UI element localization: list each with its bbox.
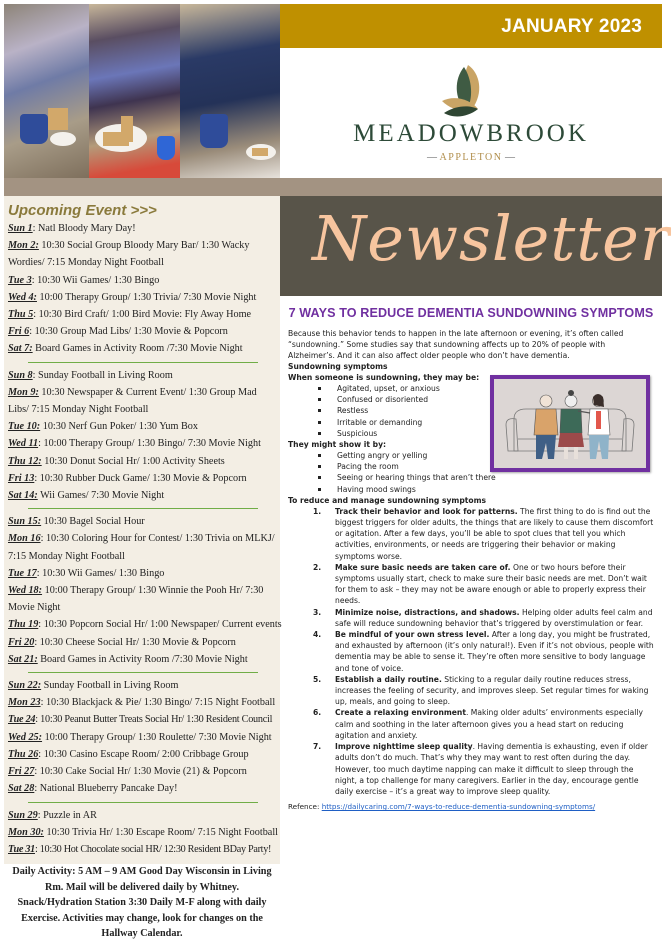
resident-photo-1 [4,4,89,178]
step-item: 7. Improve nighttime sleep quality. Having dementia is exhausting, even if older adults don’t do much. That’s why they may want to rest often during the day. However, too much daytime napping can make it difficult to sleep through the night, a top challenge for many caregivers. Earlier in the day, encourage gentle daily exercise – it’s a great way to improve sleep quality. [313,742,648,796]
manage-heading: To reduce and manage sundowning symptoms [288,495,487,505]
event-row: Tue 31: 10:30 Hot Chocolate social HR/ 12:30 Resident BDay Party! [8,843,272,855]
event-row: Wed 4: 10:00 Therapy Group/ 1:30 Trivia/ 7:30 Movie Night [8,291,257,303]
event-row: Mon 9: 10:30 Newspaper & Current Event/ 1:30 Group Mad Libs/ 7:15 Monday Night Football [8,386,257,416]
caregiver-comforting-icon [494,379,646,468]
step-item: 1. Track their behavior and look for patterns. The first thing to do is find out the biggest triggers for older adults, the things that are likely to cause them discomfort or agitation. After a few days, you’ll be able to spot clues that tell you which activities, environments, or needs are triggering their behavior or making symptoms worse. [313,506,654,561]
reference-link[interactable]: https://dailycaring.com/7-ways-to-reduce-dementia-sundowning-symptoms/ [321,802,596,812]
event-row: Tue 10: 10:30 Nerf Gun Poker/ 1:30 Yum Box [8,421,198,433]
event-row: Mon 23: 10:30 Blackjack & Pie/ 1:30 Bingo/ 7:15 Night Football [8,697,276,709]
event-row: Tue 24: 10:30 Peanut Butter Treats Social Hr/ 1:30 Resident Council [8,714,273,726]
resident-photo-2 [89,4,180,178]
event-row: Sun 22: Sunday Football in Living Room [8,680,179,692]
list-item: Suspicious [318,428,654,439]
event-row: Sat 7: Board Games in Activity Room /7:30 Movie Night [8,343,243,355]
week-4 [8,677,276,797]
event-row: Sun 15: 10:30 Bagel Social Hour [8,516,145,528]
brand-name: MEADOWBROOK [353,120,589,147]
step-item: 5. Establish a daily routine. Sticking to a regular daily routine reduces stress, increases the feeling of security, and improves sleep. Set regular times for waking up, meals, and going to sleep. [313,674,649,707]
week-divider [28,672,258,673]
event-row: Fri 20: 10:30 Cheese Social Hr/ 1:30 Movie & Popcorn [8,636,236,648]
sundowning-illustration [490,375,650,472]
list-item: Agitated, upset, or anxious [318,383,654,394]
issue-month: JANUARY 2023 [501,16,642,37]
event-row: Thu 26: 10:30 Casino Escape Room/ 2:00 Cribbage Group [8,748,249,760]
week-divider [28,508,258,509]
list-item: Restless [318,405,654,416]
steps-list [313,506,654,797]
week-5 [8,807,276,859]
step-item: 2. Make sure basic needs are taken care of. One or two hours before their symptoms usually start, check to make sure their basic needs are met. Don’t wait for them to ask – they may not be aware enough or able to properly express their needs. [313,562,647,606]
event-row: Thu 19: 10:30 Popcorn Social Hr/ 1:00 Newspaper/ Current events [8,619,282,631]
logo [280,48,662,178]
photo-collage [4,4,280,178]
event-row: Sun 8: Sunday Football in Living Room [8,369,173,381]
event-row: Thu 5: 10:30 Bird Craft/ 1:00 Bird Movie: Fly Away Home [8,309,252,321]
upcoming-events-panel [4,196,282,940]
event-row: Tue 3: 10:30 Wii Games/ 1:30 Bingo [8,274,160,286]
step-item: 6. Create a relaxing environment. Making older adults’ environments especially calm and soothing in the later afternoon gives you a head start on reducing agitation and anxiety. [313,708,644,740]
event-row: Wed 11: 10:00 Therapy Group/ 1:30 Bingo/ 7:30 Movie Night [8,438,261,450]
newsletter-title: Newsletter [312,202,671,275]
article-title: 7 WAYS TO REDUCE DEMENTIA SUNDOWNING SYMPTOMS [288,306,654,320]
list-item: Irritable or demanding [318,417,654,428]
resident-photo-3 [180,4,280,178]
week-divider [28,362,258,363]
week-1 [8,220,276,358]
symptoms-heading: Sundowning symptoms [288,362,388,371]
daily-activity-note: Daily Activity: 5 AM – 9 AM Good Day Wisconsin in Living Rm. Mail will be delivered daily by Whitney. Snack/Hydration Station 3:30 Daily M-F along with daily Exercise. Activities may change, look for changes on the Hallway Calendar. [12,866,272,940]
event-row: Mon 30: 10:30 Trivia Hr/ 1:30 Escape Room/ 7:15 Night Football [8,826,278,838]
event-row: Tue 17: 10:30 Wii Games/ 1:30 Bingo [8,567,165,579]
step-item: 3. Minimize noise, distractions, and shadows. Helping older adults feel calm and safe will reduce sundowning behavior that’s triggered by overstimulation or fear. [313,607,653,628]
leaf-logo-icon [440,63,488,119]
list-item: Pacing the room [318,461,654,472]
event-row: Wed 25: 10:00 Therapy Group/ 1:30 Roulette/ 7:30 Movie Night [8,731,272,743]
list-item: Having mood swings [318,484,654,495]
may-be-heading: When someone is sundowning, they may be: [288,373,480,382]
list-item: Getting angry or yelling [318,450,654,461]
event-row: Fri 13: 10:30 Rubber Duck Game/ 1:30 Movie & Popcorn [8,472,247,484]
week-2 [8,367,276,505]
list-item: Confused or disoriented [318,394,654,405]
list-item: Seeing or hearing things that aren’t there [318,472,654,483]
week-3 [8,513,282,668]
event-row: Fri 6: 10:30 Group Mad Libs/ 1:30 Movie & Popcorn [8,326,228,338]
event-row: Mon 16: 10:30 Coloring Hour for Contest/ 1:30 Trivia on MLKJ/ 7:15 Monday Night Football [8,533,275,562]
show-heading: They might show it by: [288,440,387,450]
event-row: Mon 2: 10:30 Social Group Bloody Mary Bar/ 1:30 Wacky Wordies/ 7:15 Monday Night Football [8,240,250,269]
week-divider [28,802,258,803]
upcoming-events-heading: Upcoming Event >>> [8,202,157,219]
brand-location: — APPLETON — [427,152,515,163]
event-row: Sun 1: Natl Bloody Mary Day! [8,223,136,234]
event-row: Sat 21: Board Games in Activity Room /7:30 Movie Night [8,653,248,665]
event-row: Sat 14: Wii Games/ 7:30 Movie Night [8,490,165,502]
event-row: Sun 29: Puzzle in AR [8,809,97,821]
month-banner [280,4,662,48]
divider-band [4,178,662,196]
reference [288,801,654,812]
step-item: 4. Be mindful of your own stress level. After a long day, you might be frustrated, and exhausted by afternoon (it’s only natural!). Even if it’s not obvious, people with dementia may be able to sense it. They’re often more sensitive to body language and tone of voice. [313,630,654,673]
event-row: Fri 27: 10:30 Cake Social Hr/ 1:30 Movie (21) & Popcorn [8,766,247,778]
event-row: Wed 18: 10:00 Therapy Group/ 1:30 Winnie the Pooh Hr/ 7:30 Movie Night [8,585,264,614]
newsletter-banner [280,196,671,296]
event-row: Thu 12: 10:30 Donut Social Hr/ 1:00 Activity Sheets [8,455,225,467]
article-intro: Because this behavior tends to happen in the late afternoon or evening, it’s often called “sundowning.” Some studies say that sundowning affects up to 20% of people with Alzheimer’s. And it can also affect older people who don’t have dementia. [288,329,624,360]
event-row: Sat 28: National Blueberry Pancake Day! [8,783,178,795]
reference-label: Refence: [288,802,322,812]
